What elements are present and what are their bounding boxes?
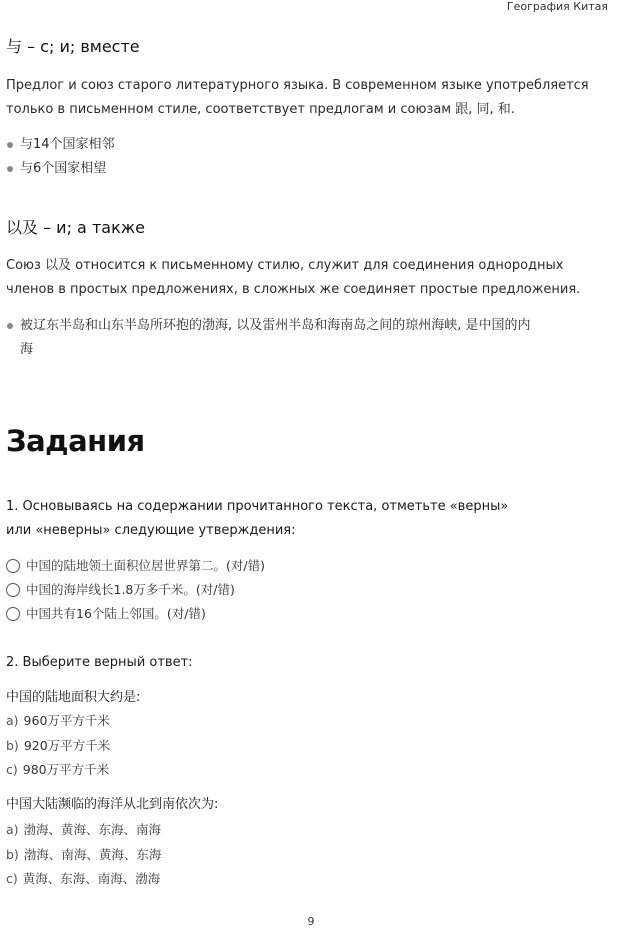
radio-circle-icon[interactable] — [6, 607, 20, 621]
answer-option[interactable] — [6, 709, 110, 734]
task1-title-line: или «неверны» следующие утверждения: — [6, 523, 296, 538]
option-text: 黄海、东海、南海、渤海 — [22, 871, 161, 886]
answer-option[interactable] — [6, 843, 161, 868]
task1-title — [6, 495, 612, 543]
option-text: 920万平方千米 — [23, 737, 111, 753]
option-text: 渤海、南海、黄海、东海 — [23, 846, 162, 862]
tasks-heading: Задания — [6, 424, 145, 458]
option-letter: a) — [6, 822, 19, 837]
statement-text: 中国共有16个陆上邻国。(对/错) — [26, 606, 206, 621]
example-text-line: 海 — [20, 342, 34, 357]
statement-option[interactable] — [6, 554, 265, 578]
paragraph-line: Союз 以及 относится к письменному стилю, служит для соединения однородных — [6, 258, 564, 273]
section-yu-examples — [6, 133, 612, 181]
section-heading-yiji: 以及 – и; а также — [6, 218, 145, 237]
question-text: 中国的陆地面积大约是: — [6, 690, 141, 705]
statement-text: 中国的陆地领土面积位居世界第二。(对/错) — [26, 558, 265, 573]
statement-option[interactable] — [6, 602, 265, 626]
radio-circle-icon[interactable] — [6, 559, 20, 573]
bullet-icon — [7, 166, 13, 172]
option-letter: a) — [6, 713, 19, 728]
answer-option[interactable] — [6, 758, 110, 783]
example-text: 与14个国家相邻 — [20, 137, 115, 152]
question-text: 中国大陆濒临的海洋从北到南依次为: — [6, 797, 219, 812]
task2-title: 2. Выберите верный ответ: — [6, 655, 193, 670]
example-text-line: 被辽东半岛和山东半岛所环抱的渤海, 以及雷州半岛和海南岛之间的琼州海峡, 是中国的内 — [20, 318, 531, 333]
example-item — [6, 133, 612, 157]
option-letter: b) — [6, 846, 19, 862]
radio-circle-icon[interactable] — [6, 583, 20, 597]
task1-statements — [6, 554, 265, 626]
statement-option[interactable] — [6, 578, 265, 602]
option-letter: c) — [6, 871, 18, 886]
question-options — [6, 709, 110, 783]
question-options — [6, 818, 161, 892]
section-yiji-examples — [6, 314, 612, 362]
statement-text: 中国的海岸线长1.8万多千米。(对/错) — [26, 582, 235, 597]
bullet-icon — [7, 323, 13, 329]
option-text: 渤海、黄海、东海、南海 — [23, 822, 162, 837]
answer-option[interactable] — [6, 818, 161, 843]
answer-option[interactable] — [6, 867, 161, 892]
option-letter: b) — [6, 737, 19, 753]
section-heading-yu: 与 – с; и; вместе — [6, 37, 140, 56]
option-text: 960万平方千米 — [23, 713, 110, 728]
answer-option[interactable] — [6, 734, 110, 759]
paragraph-line: только в письменном стиле, соответствует предлогам и союзам 跟, 同, 和. — [6, 102, 515, 117]
option-text: 980万平方千米 — [22, 762, 110, 777]
section-yiji-paragraph — [6, 254, 612, 302]
section-yu-paragraph — [6, 74, 612, 122]
example-text: 与6个国家相望 — [20, 161, 107, 176]
paragraph-line: Предлог и союз старого литературного языка. В современном языке употребляется — [6, 78, 589, 93]
task1-title-line: 1. Основываясь на содержании прочитанного текста, отметьте «верны» — [6, 499, 509, 514]
example-item — [6, 157, 612, 181]
running-head: География Китая — [506, 0, 608, 13]
bullet-icon — [7, 142, 13, 148]
example-item — [6, 314, 612, 362]
page-number: 9 — [307, 915, 315, 928]
paragraph-line: членов в простых предложениях, в сложных же соединяет простые предложения. — [6, 282, 581, 297]
option-letter: c) — [6, 762, 18, 777]
